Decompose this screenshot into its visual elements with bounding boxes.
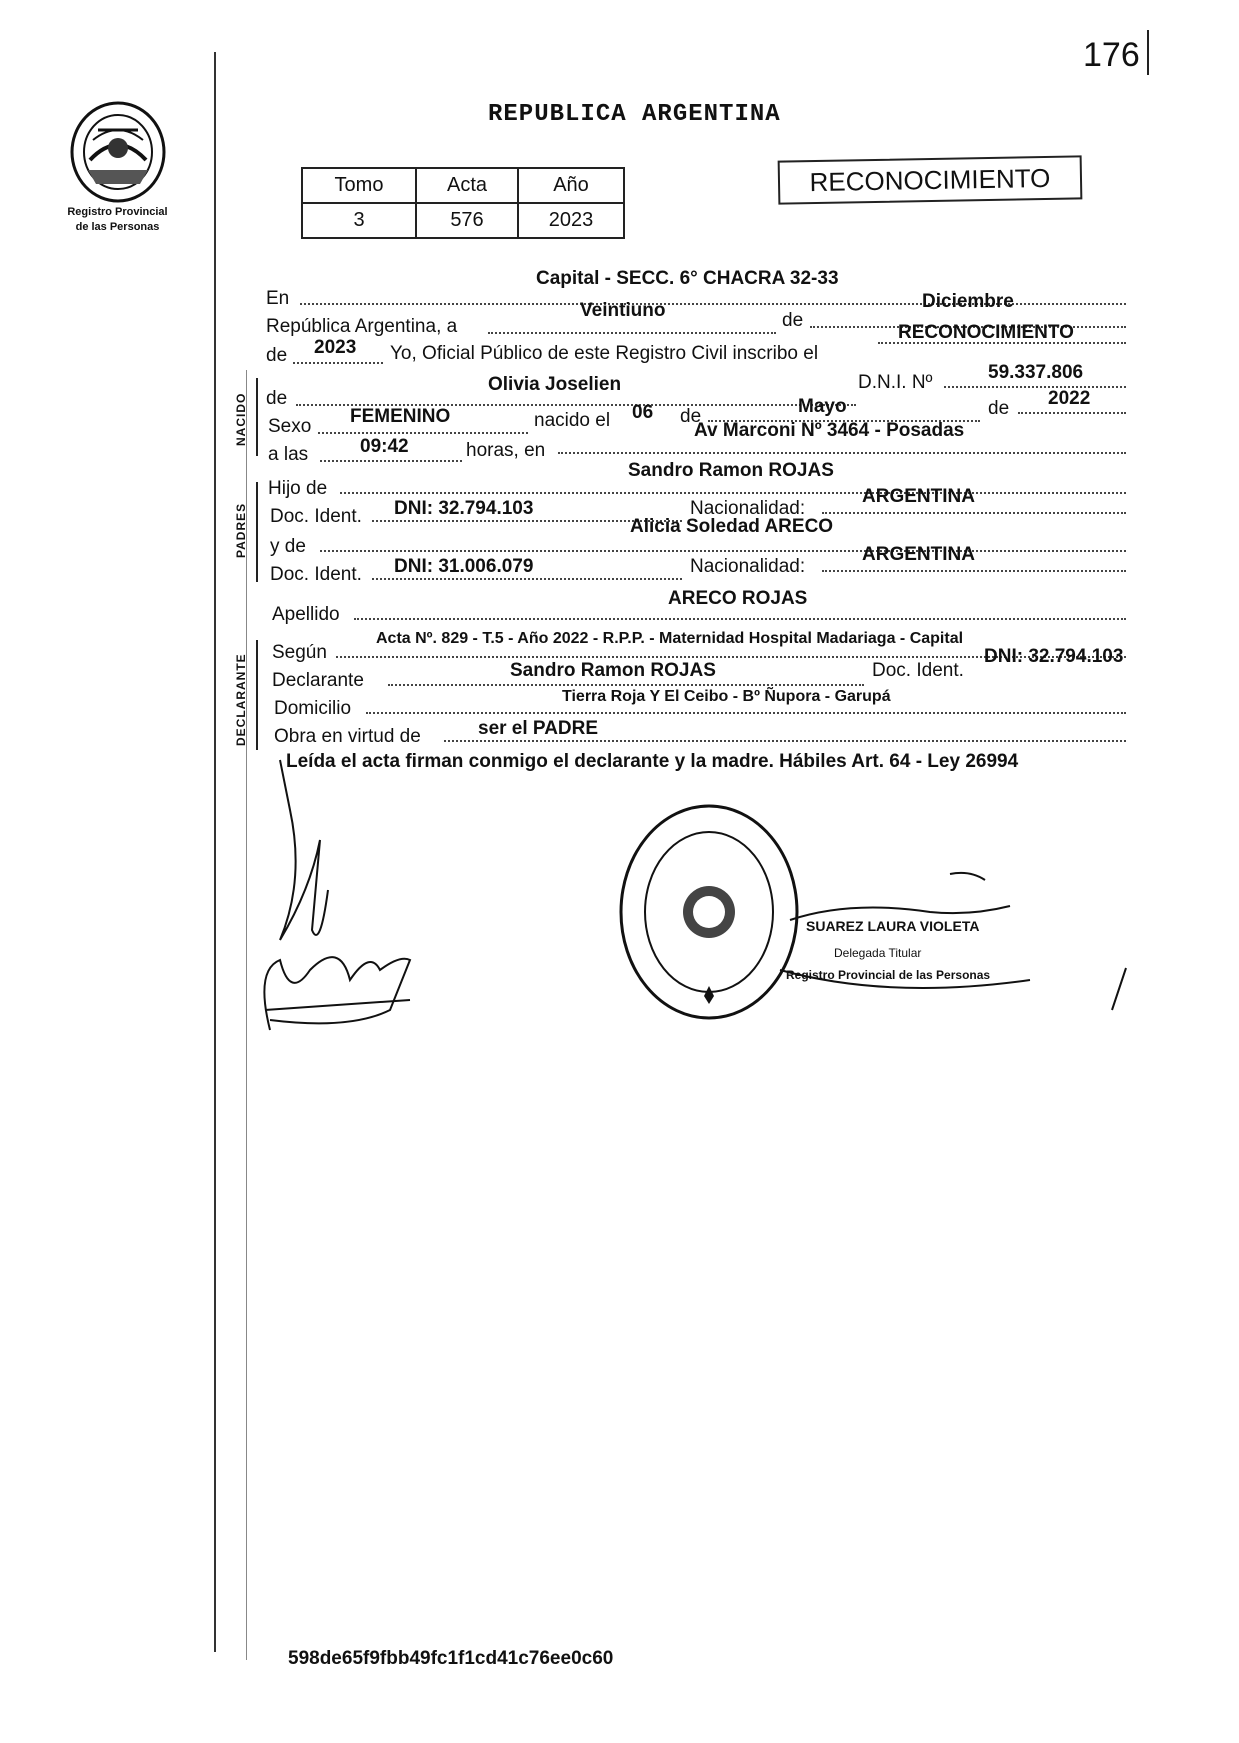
dotted-line bbox=[366, 712, 1126, 714]
inscribo-value: RECONOCIMIENTO bbox=[898, 322, 1074, 343]
page-edge-mark bbox=[1147, 30, 1149, 75]
official-role: Delegada Titular bbox=[834, 946, 922, 960]
dotted-line bbox=[354, 618, 1126, 620]
father-doc-value: DNI: 32.794.103 bbox=[394, 498, 534, 519]
segun-label: Según bbox=[272, 642, 327, 663]
dotted-line bbox=[320, 550, 1126, 552]
father-name-value: Sandro Ramon ROJAS bbox=[628, 460, 834, 481]
dotted-line bbox=[444, 740, 1126, 742]
apellido-value: ARECO ROJAS bbox=[668, 588, 808, 609]
day-value: Veintiuno bbox=[580, 300, 666, 321]
dotted-line bbox=[944, 386, 1126, 388]
father-nat-label: Nacionalidad: bbox=[690, 498, 806, 519]
obra-label: Obra en virtud de bbox=[274, 726, 421, 747]
birth-place-value: Av Marconi Nº 3464 - Posadas bbox=[694, 420, 965, 441]
obra-value: ser el PADRE bbox=[478, 718, 599, 739]
document-title: REPUBLICA ARGENTINA bbox=[488, 101, 781, 128]
seal-caption-line1: Registro Provincial bbox=[67, 206, 168, 218]
value-acta: 576 bbox=[416, 203, 518, 238]
inscribo-label: Yo, Oficial Público de este Registro Civil inscribo el bbox=[390, 343, 819, 364]
nacido-el-label: nacido el bbox=[534, 410, 611, 431]
de2-label: de bbox=[266, 345, 288, 366]
page-number: 176 bbox=[1083, 36, 1140, 74]
declarante-doc-value: DNI: 32.794.103 bbox=[984, 646, 1124, 667]
dotted-line bbox=[822, 570, 1126, 572]
de-label: de bbox=[782, 310, 804, 331]
document-hash: 598de65f9fbb49fc1f1cd41c76ee0c60 bbox=[288, 1648, 614, 1669]
dotted-line bbox=[558, 452, 1126, 454]
margin-rule-inner bbox=[246, 370, 247, 1660]
mother-doc-label: Doc. Ident. bbox=[270, 564, 362, 585]
birth-month-value: Mayo bbox=[798, 396, 847, 417]
year-value: 2023 bbox=[314, 337, 357, 358]
declarante-label: Declarante bbox=[272, 670, 364, 691]
record-table-value-row bbox=[302, 203, 624, 238]
official-name: SUAREZ LAURA VIOLETA bbox=[806, 918, 980, 934]
record-table-header-row bbox=[302, 168, 624, 203]
mother-doc-value: DNI: 31.006.079 bbox=[394, 556, 534, 577]
misiones-seal-icon bbox=[68, 100, 168, 204]
declarante-value: Sandro Ramon ROJAS bbox=[510, 660, 716, 681]
birth-time-value: 09:42 bbox=[360, 436, 409, 457]
alas-label: a las bbox=[268, 444, 309, 465]
act-type-box: RECONOCIMIENTO bbox=[778, 155, 1083, 204]
section-bracket bbox=[256, 378, 266, 456]
father-doc-label: Doc. Ident. bbox=[270, 506, 362, 527]
birth-day-value: 06 bbox=[632, 402, 654, 423]
provincial-seal bbox=[60, 100, 175, 234]
header-anio: Año bbox=[518, 168, 624, 203]
birth-year-value: 2022 bbox=[1048, 388, 1091, 409]
dotted-line bbox=[372, 578, 682, 580]
dotted-line bbox=[318, 432, 528, 434]
month-value: Diciembre bbox=[922, 291, 1014, 312]
sexo-value: FEMENINO bbox=[350, 406, 451, 427]
header-acta: Acta bbox=[416, 168, 518, 203]
domicilio-value: Tierra Roja Y El Ceibo - Bº Ñupora - Garupá bbox=[562, 688, 891, 705]
dotted-line bbox=[1018, 412, 1126, 414]
dotted-line bbox=[388, 684, 864, 686]
mother-name-value: Alicia Soledad ARECO bbox=[630, 516, 834, 537]
section-label-declarante: DECLARANTE bbox=[234, 653, 248, 746]
header-tomo: Tomo bbox=[302, 168, 416, 203]
dotted-line bbox=[340, 492, 1126, 494]
yde-label: y de bbox=[270, 536, 306, 557]
domicilio-label: Domicilio bbox=[274, 698, 352, 719]
dotted-line bbox=[488, 332, 776, 334]
record-table bbox=[301, 167, 625, 239]
child-dni-value: 59.337.806 bbox=[988, 362, 1084, 383]
closing-text: Leída el acta firman conmigo el declarante y la madre. Hábiles Art. 64 - Ley 26994 bbox=[286, 751, 1019, 772]
sexo-label: Sexo bbox=[268, 416, 312, 437]
hijo-label: Hijo de bbox=[268, 478, 328, 499]
official-signature bbox=[770, 860, 1130, 1030]
en-value: Capital - SECC. 6° CHACRA 32-33 bbox=[536, 268, 839, 289]
republica-label: República Argentina, a bbox=[266, 316, 458, 337]
dotted-line bbox=[320, 460, 462, 462]
segun-value: Acta Nº. 829 - T.5 - Año 2022 - R.P.P. - Maternidad Hospital Madariaga - Capital bbox=[376, 630, 964, 647]
seal-caption-line2: de las Personas bbox=[75, 221, 160, 233]
declarante-doc-label: Doc. Ident. bbox=[872, 660, 964, 681]
dotted-line bbox=[878, 342, 1126, 344]
mother-nat-value: ARGENTINA bbox=[862, 544, 975, 565]
de-label-3: de bbox=[988, 398, 1010, 419]
father-nat-value: ARGENTINA bbox=[862, 486, 975, 507]
horas-label: horas, en bbox=[466, 440, 546, 461]
section-label-nacido: NACIDO bbox=[234, 392, 248, 446]
margin-rule bbox=[214, 52, 216, 1652]
de-label-2: de bbox=[680, 406, 702, 427]
section-label-padres: PADRES bbox=[234, 502, 248, 558]
value-tomo: 3 bbox=[302, 203, 416, 238]
dotted-line bbox=[822, 512, 1126, 514]
en-label: En bbox=[266, 288, 290, 309]
declarante-signature bbox=[250, 740, 430, 1060]
mother-nat-label: Nacionalidad: bbox=[690, 556, 806, 577]
official-office: Registro Provincial de las Personas bbox=[786, 968, 991, 982]
section-bracket bbox=[256, 482, 266, 582]
nacido-de-label: de bbox=[266, 388, 288, 409]
apellido-label: Apellido bbox=[272, 604, 340, 625]
section-bracket bbox=[256, 640, 266, 750]
value-anio: 2023 bbox=[518, 203, 624, 238]
dotted-line bbox=[293, 362, 383, 364]
child-name-value: Olivia Joselien bbox=[488, 374, 622, 395]
dni-label: D.N.I. Nº bbox=[858, 372, 933, 393]
